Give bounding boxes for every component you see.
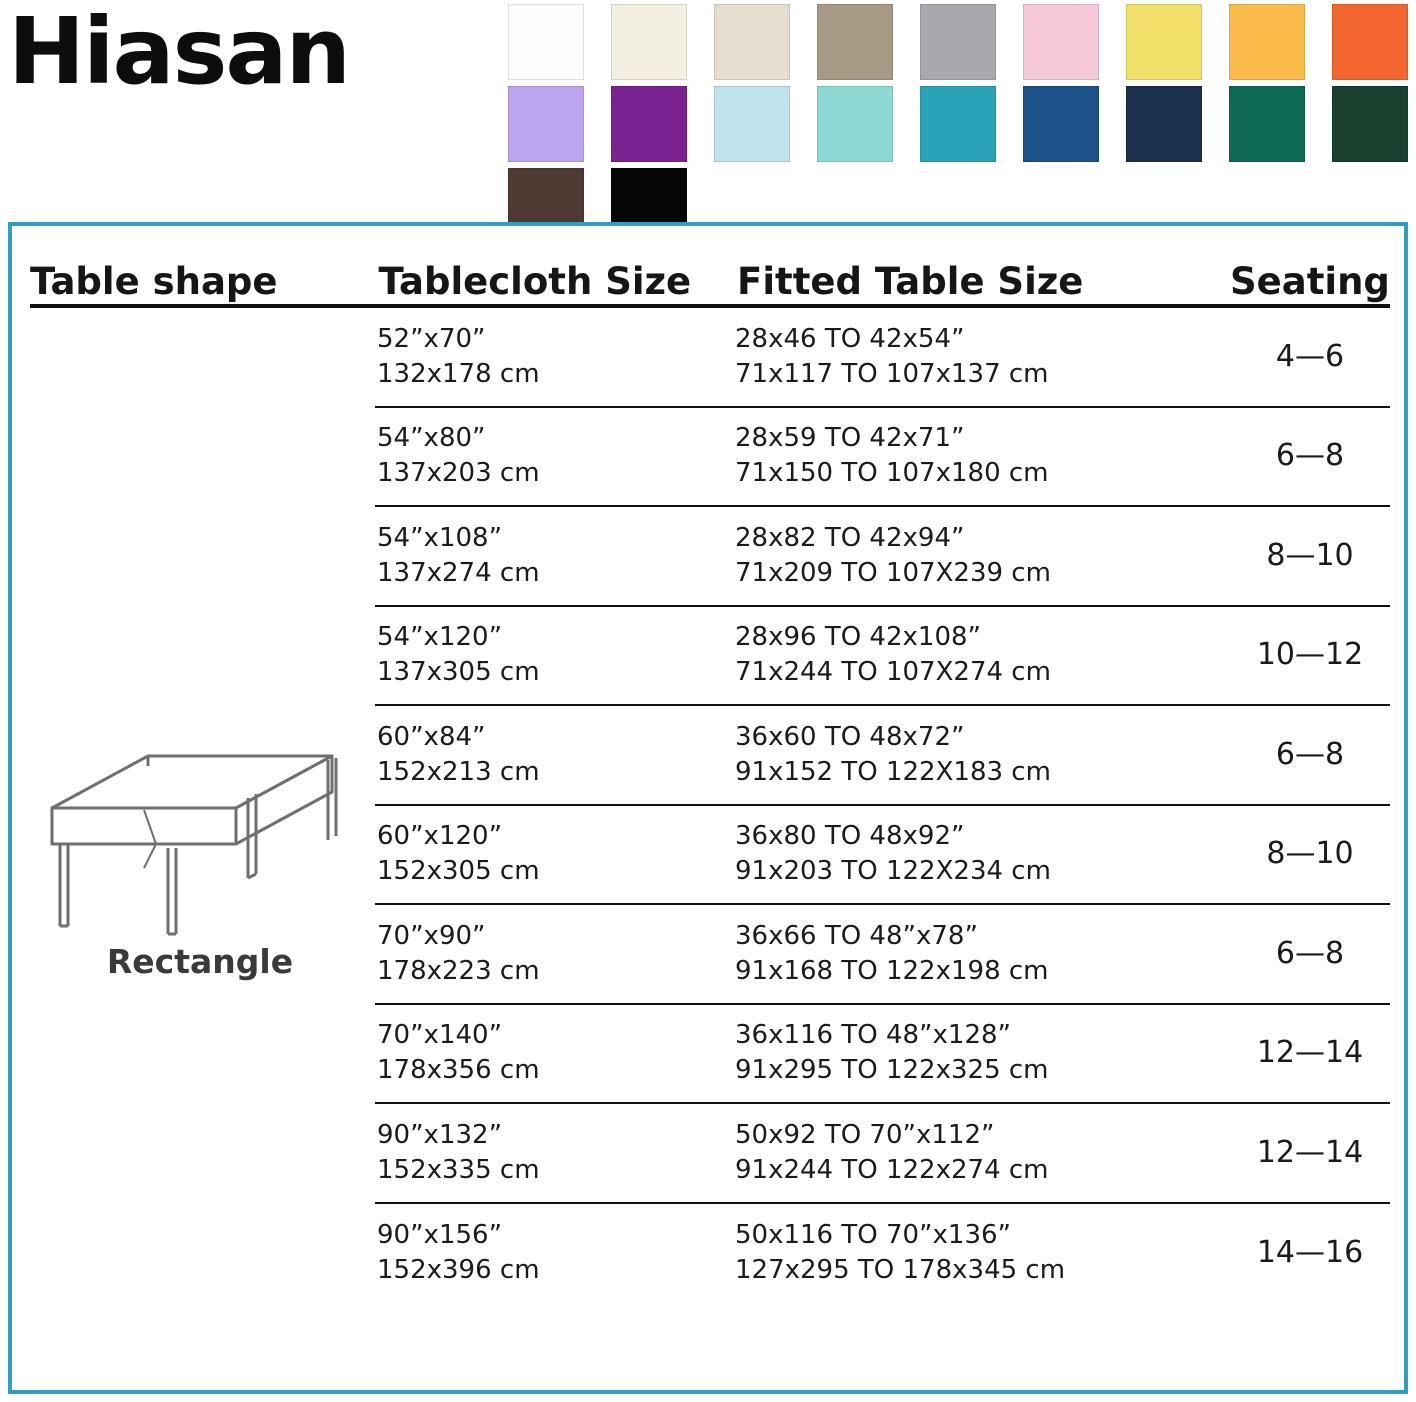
cell-tablecloth-size	[375, 421, 735, 491]
color-swatch-cell	[714, 86, 817, 168]
cell-seating: 4—6	[1275, 338, 1345, 374]
color-swatch-dark-green	[1332, 86, 1408, 162]
tablecloth-size-cm: 178x356 cm	[377, 1055, 540, 1086]
color-swatch-gold	[1229, 4, 1305, 80]
color-swatch-gray	[920, 4, 996, 80]
table-shape-column	[30, 308, 375, 1303]
cell-fitted-table-size	[735, 1218, 1230, 1288]
table-row	[375, 1104, 1390, 1204]
cell-fitted-table-size	[735, 1018, 1230, 1088]
cell-tablecloth-size	[375, 1118, 735, 1188]
color-swatch-teal	[920, 86, 996, 162]
color-swatch-lavender	[508, 86, 584, 162]
cell-tablecloth-size	[375, 322, 735, 392]
tablecloth-size-inches: 60”x84”	[377, 721, 486, 752]
column-header-fitted-table-size: Fitted Table Size	[737, 260, 1084, 303]
table-row	[375, 1204, 1390, 1304]
fitted-size-cm: 91x244 TO 122x274 cm	[735, 1154, 1049, 1185]
rectangle-table-icon	[40, 748, 340, 938]
fitted-size-inches: 28x46 TO 42x54”	[735, 323, 965, 354]
color-swatch-blue	[1023, 86, 1099, 162]
cell-tablecloth-size	[375, 919, 735, 989]
fitted-size-inches: 50x92 TO 70”x112”	[735, 1119, 995, 1150]
color-swatch-cell	[920, 4, 1023, 86]
cell-fitted-table-size	[735, 521, 1230, 591]
fitted-size-cm: 91x203 TO 122X234 cm	[735, 856, 1051, 887]
cell-seating: 6—8	[1275, 736, 1345, 772]
cell-fitted-table-size	[735, 720, 1230, 790]
table-row	[375, 1005, 1390, 1105]
color-swatch-pink	[1023, 4, 1099, 80]
fitted-size-cm: 91x168 TO 122x198 cm	[735, 955, 1049, 986]
tablecloth-size-cm: 152x335 cm	[377, 1154, 540, 1185]
cell-seating: 10—12	[1256, 637, 1364, 672]
tablecloth-size-inches: 60”x120”	[377, 821, 503, 852]
cell-seating: 8—10	[1266, 836, 1354, 871]
tablecloth-size-cm: 152x213 cm	[377, 756, 540, 787]
column-header-seating: Seating	[1230, 260, 1390, 303]
cell-fitted-table-size	[735, 421, 1230, 491]
color-swatch-cell	[508, 86, 611, 168]
tablecloth-size-inches: 54”x80”	[377, 423, 486, 454]
fitted-size-inches: 28x59 TO 42x71”	[735, 423, 965, 454]
tablecloth-size-cm: 152x396 cm	[377, 1255, 540, 1286]
column-header-table-shape: Table shape	[30, 260, 278, 303]
size-chart-card	[8, 222, 1408, 1394]
size-chart-table	[30, 240, 1390, 1380]
cell-fitted-table-size	[735, 919, 1230, 989]
fitted-size-inches: 28x82 TO 42x94”	[735, 522, 965, 553]
fitted-size-inches: 28x96 TO 42x108”	[735, 622, 981, 653]
tablecloth-size-cm: 137x203 cm	[377, 458, 540, 489]
table-header-row	[30, 240, 1390, 308]
cell-fitted-table-size	[735, 1118, 1230, 1188]
cell-tablecloth-size	[375, 819, 735, 889]
color-swatch-ivory	[611, 4, 687, 80]
color-swatch-cell	[1332, 86, 1416, 168]
cell-tablecloth-size	[375, 521, 735, 591]
tablecloth-size-inches: 52”x70”	[377, 323, 486, 354]
color-swatch-emerald	[1229, 86, 1305, 162]
color-swatch-light-blue	[714, 86, 790, 162]
color-swatch-aqua	[817, 86, 893, 162]
fitted-size-inches: 36x116 TO 48”x128”	[735, 1020, 1012, 1051]
fitted-size-inches: 50x116 TO 70”x136”	[735, 1220, 1012, 1251]
fitted-size-inches: 36x66 TO 48”x78”	[735, 920, 978, 951]
cell-seating: 6—8	[1275, 438, 1345, 473]
table-body	[30, 308, 1390, 1303]
color-swatch-cell	[1126, 86, 1229, 168]
color-swatch-cell	[611, 86, 714, 168]
color-swatch-grid	[508, 4, 1416, 244]
tablecloth-size-inches: 54”x108”	[377, 522, 503, 553]
color-swatch-navy	[1126, 86, 1202, 162]
table-shape-label: Rectangle	[106, 942, 294, 981]
table-row	[375, 308, 1390, 408]
fitted-size-cm: 71x244 TO 107X274 cm	[735, 657, 1051, 688]
color-swatch-purple	[611, 86, 687, 162]
tablecloth-size-inches: 90”x156”	[377, 1220, 503, 1251]
fitted-size-cm: 71x209 TO 107X239 cm	[735, 557, 1051, 588]
rectangle-table-figure	[40, 748, 360, 981]
cell-seating: 8—10	[1266, 537, 1354, 573]
color-swatch-taupe	[817, 4, 893, 80]
tablecloth-size-cm: 152x305 cm	[377, 856, 540, 887]
cell-fitted-table-size	[735, 819, 1230, 889]
cell-fitted-table-size	[735, 620, 1230, 690]
color-swatch-cell	[611, 4, 714, 86]
fitted-size-inches: 36x60 TO 48x72”	[735, 721, 965, 752]
size-rows	[375, 308, 1390, 1303]
cell-fitted-table-size	[735, 322, 1230, 392]
tablecloth-size-inches: 54”x120”	[377, 622, 503, 653]
color-swatch-beige	[714, 4, 790, 80]
tablecloth-size-inches: 70”x90”	[377, 920, 486, 951]
color-swatch-cell	[1332, 4, 1416, 86]
cell-seating: 12—14	[1256, 1035, 1364, 1070]
color-swatch-cell	[920, 86, 1023, 168]
color-swatch-cell	[1126, 4, 1229, 86]
brand-logo: Hiasan	[8, 0, 349, 105]
tablecloth-size-inches: 70”x140”	[377, 1020, 503, 1051]
color-swatch-cell	[1229, 86, 1332, 168]
color-swatch-orange	[1332, 4, 1408, 80]
header	[0, 0, 1416, 190]
table-row	[375, 408, 1390, 508]
column-header-tablecloth-size: Tablecloth Size	[378, 260, 692, 303]
cell-tablecloth-size	[375, 1018, 735, 1088]
cell-seating: 6—8	[1275, 935, 1345, 971]
color-swatch-cell	[508, 4, 611, 86]
color-swatch-cell	[817, 4, 920, 86]
table-row	[375, 607, 1390, 707]
tablecloth-size-cm: 137x274 cm	[377, 557, 540, 588]
tablecloth-size-inches: 90”x132”	[377, 1119, 503, 1150]
color-swatch-cell	[1229, 4, 1332, 86]
fitted-size-cm: 71x150 TO 107x180 cm	[735, 458, 1049, 489]
table-row	[375, 806, 1390, 906]
cell-seating: 14—16	[1256, 1235, 1364, 1270]
color-swatch-cell	[714, 4, 817, 86]
table-row	[375, 706, 1390, 806]
table-row	[375, 507, 1390, 607]
cell-tablecloth-size	[375, 620, 735, 690]
fitted-size-cm: 91x295 TO 122x325 cm	[735, 1055, 1049, 1086]
color-swatch-yellow	[1126, 4, 1202, 80]
table-row	[375, 905, 1390, 1005]
color-swatch-cell	[1023, 4, 1126, 86]
fitted-size-cm: 127x295 TO 178x345 cm	[735, 1255, 1066, 1286]
tablecloth-size-cm: 178x223 cm	[377, 955, 540, 986]
color-swatch-cell	[1023, 86, 1126, 168]
cell-tablecloth-size	[375, 1218, 735, 1288]
fitted-size-inches: 36x80 TO 48x92”	[735, 821, 965, 852]
fitted-size-cm: 71x117 TO 107x137 cm	[735, 358, 1049, 389]
cell-tablecloth-size	[375, 720, 735, 790]
color-swatch-cell	[817, 86, 920, 168]
fitted-size-cm: 91x152 TO 122X183 cm	[735, 756, 1051, 787]
color-swatch-white	[508, 4, 584, 80]
tablecloth-size-cm: 137x305 cm	[377, 657, 540, 688]
tablecloth-size-cm: 132x178 cm	[377, 358, 540, 389]
cell-seating: 12—14	[1256, 1134, 1364, 1170]
